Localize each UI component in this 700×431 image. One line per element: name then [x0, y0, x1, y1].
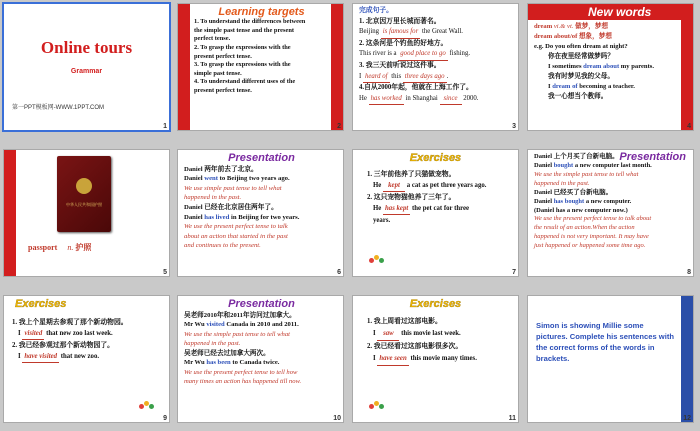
- sentence-text: I: [373, 355, 376, 362]
- sentence-cn: 2. 我已经看过这部电影很多次。: [367, 343, 463, 350]
- slide-title: New words: [588, 5, 652, 19]
- sentence-text: Canada in 2010 and 2011.: [226, 321, 299, 328]
- target-item: present perfect tense.: [194, 87, 252, 95]
- rule-text: happened in the past.: [534, 179, 590, 187]
- slide-thumbnail-7[interactable]: [353, 150, 518, 276]
- instruction-text: Simon is showing Millie some pictures. Complete his sentences with the correct forms of the words in brackets.: [536, 321, 674, 363]
- slide-title: Learning targets: [218, 6, 305, 18]
- target-item: the simple past tense and the present: [194, 26, 295, 34]
- answer-blank: has worked: [369, 94, 404, 106]
- example-en: my parents.: [620, 63, 655, 70]
- slide-side-strip: [331, 4, 343, 130]
- answer-blank: is famous for: [381, 27, 421, 39]
- rule-text: and continues to the present.: [184, 242, 261, 250]
- rule-text: We use the present perfect tense to talk: [184, 223, 288, 231]
- slide-title: Online tours: [40, 38, 133, 57]
- slide-number: 1: [163, 123, 167, 130]
- sentence-text: Beijing: [359, 28, 380, 36]
- sentence-text: a new computer last month.: [574, 162, 652, 169]
- slide-thumbnail-10[interactable]: [178, 296, 343, 422]
- target-item: 1. To understand the differences between: [194, 18, 306, 26]
- sentence-text: He: [373, 205, 382, 212]
- sentence-cn: 1. 北京因万里长城而著名。: [359, 17, 441, 25]
- example-en: e.g. Do you often dream at night?: [534, 43, 628, 50]
- emblem-icon: [76, 178, 92, 194]
- rule-text: about an action that started in the past: [184, 232, 288, 240]
- sentence-cn: 1. 我上周看过这部电影。: [367, 318, 442, 325]
- slide-side-strip: [4, 150, 16, 276]
- highlight: dream about: [583, 63, 620, 70]
- rule-text: We use simple past tense to tell what: [184, 184, 282, 192]
- sentence-cn: Daniel 已经在北京居住两年了。: [184, 203, 278, 211]
- sentence-text: He: [373, 182, 382, 189]
- sentence-text: I: [18, 330, 21, 337]
- target-item: 4. To understand different uses of the: [194, 78, 296, 86]
- rule-text: We use the simple past tense to tell what: [184, 330, 290, 338]
- slide-number: 7: [512, 269, 516, 276]
- flower-decoration-icon: [139, 400, 155, 410]
- slide-number: 4: [687, 123, 691, 130]
- answer-blank: good place to go: [398, 49, 448, 61]
- slide-thumbnail-11[interactable]: [353, 296, 518, 422]
- slide-thumbnail-5[interactable]: [4, 150, 169, 276]
- sentence-cn: Daniel 已经买了台新电脑。: [534, 188, 613, 196]
- slide-title: Presentation: [228, 152, 295, 164]
- slide-title: Presentation: [228, 298, 295, 310]
- slide-thumbnail-6[interactable]: [178, 150, 343, 276]
- sentence-text: I: [373, 330, 376, 337]
- slide-number: 2: [337, 123, 341, 130]
- rule-text: We use the simple past tense to tell what: [534, 170, 639, 178]
- slide-number: 10: [333, 415, 341, 422]
- answer-blank: saw: [377, 328, 399, 341]
- slide-title: Exercises: [409, 152, 462, 164]
- target-item: perfect tense.: [194, 35, 231, 43]
- sentence-cn: 2. 我已经参观过那个新动物园了。: [12, 342, 114, 349]
- word: dream: [534, 23, 553, 30]
- passport-cover-text: 中华人民共和国护照: [66, 202, 102, 207]
- sentence-cn: 吴老师已经去过加拿大两次。: [184, 349, 270, 357]
- flower-decoration-icon: [369, 254, 385, 264]
- word: passport: [28, 243, 58, 252]
- example-cn: 我有时梦见我的父母。: [548, 73, 614, 80]
- sentence-cn: 3. 我三天前听说过这件事。: [359, 61, 441, 69]
- sentence-text: in Beijing for two years.: [231, 213, 300, 221]
- sentence-text: this: [391, 72, 402, 80]
- answer-blank: kept: [383, 180, 405, 192]
- highlight: visited: [206, 321, 225, 328]
- sentence-text: Daniel: [184, 175, 203, 183]
- highlight: bought: [553, 162, 574, 169]
- part-of-speech: vi.& vt.: [553, 23, 574, 30]
- answer-blank: heard of: [363, 72, 390, 84]
- slide-title: Exercises: [409, 298, 462, 310]
- example-en: becoming a teacher.: [579, 83, 635, 90]
- answer-blank: has kept: [383, 203, 410, 215]
- rule-text: happened is not very important. It may have: [534, 233, 649, 241]
- slide-number: 6: [337, 269, 341, 276]
- sentence-text: Mr Wu: [184, 321, 205, 328]
- sentence-cn: 2. 这只宠物猫他养了三年了。: [367, 194, 456, 201]
- highlight: has bought: [553, 197, 585, 205]
- slide-thumbnail-8[interactable]: [528, 150, 693, 276]
- highlight: went: [204, 175, 218, 183]
- sentence-text: I: [18, 353, 21, 360]
- sentence-text: (Daniel has a new computer now.): [534, 206, 628, 214]
- sentence-cn: 1. 三年前他养了只猫做宠物。: [367, 171, 456, 178]
- slide-thumbnail-9[interactable]: [4, 296, 169, 422]
- sentence-text: a cat as pet three years ago.: [406, 182, 487, 189]
- slide-number: 8: [687, 269, 691, 276]
- sentence-cn: 吴老师2010年和2011年访问过加拿大。: [184, 311, 296, 319]
- answer-blank: have seen: [377, 353, 408, 366]
- sentence-text: Daniel: [534, 197, 553, 205]
- sentence-text: that new zoo.: [60, 353, 100, 360]
- target-item: simple past tense.: [194, 69, 242, 77]
- sentence-text: in Shanghai: [405, 94, 438, 102]
- sentence-text: this movie many times.: [410, 355, 477, 362]
- sentence-text: Daniel: [534, 162, 553, 169]
- highlight: has been: [206, 359, 231, 366]
- target-item: 3. To grasp the expressions with the: [194, 61, 291, 69]
- rule-text: many times an action has happened till now.: [184, 378, 302, 385]
- slide-thumbnail-2[interactable]: [178, 4, 343, 130]
- sentence-text: Mr Wu: [184, 359, 205, 366]
- slide-title: Presentation: [619, 151, 686, 163]
- flower-decoration-icon: [369, 400, 385, 410]
- sentence-text: .: [446, 72, 449, 80]
- meaning: 做梦，梦想: [575, 23, 609, 30]
- example-en: I sometimes: [548, 63, 582, 70]
- sentence-text: a new computer.: [585, 197, 632, 205]
- rule-text: We use the present perfect tense to talk about: [534, 215, 652, 223]
- sentence-text: the Great Wall.: [421, 28, 463, 36]
- highlight: dream of: [552, 83, 578, 90]
- example-cn: 我一心想当个教师。: [548, 93, 608, 100]
- slide-side-strip: [681, 296, 693, 422]
- answer-blank: since: [440, 94, 462, 106]
- slide-number: 5: [163, 269, 167, 276]
- rule-text: happened in the past.: [184, 340, 241, 347]
- sentence-cn: 1. 我上个星期去参观了那个新动物园。: [12, 319, 128, 326]
- slide-side-strip: [681, 4, 693, 130]
- slide-number: 12: [683, 415, 691, 422]
- rule-text: happened in the past.: [184, 194, 242, 202]
- slide-thumbnail-1[interactable]: [4, 4, 169, 130]
- answer-blank: have visited: [22, 351, 59, 363]
- slide-number: 3: [512, 123, 516, 130]
- highlight: has lived: [204, 213, 230, 221]
- meaning: 想象，梦想: [578, 33, 612, 40]
- slide-title: 完成句子。: [359, 7, 393, 14]
- example-cn: 你在夜里经常做梦吗？: [548, 53, 614, 60]
- passport-image: [57, 156, 111, 232]
- slide-number: 11: [508, 415, 516, 422]
- rule-text: just happened or happened some time ago.: [534, 242, 646, 250]
- sentence-text: Daniel: [184, 213, 203, 221]
- rule-text: the result of an action.When the action: [534, 224, 635, 232]
- slide-side-strip: [178, 4, 190, 130]
- sentence-text: to Beijing two years ago.: [219, 175, 290, 183]
- sentence-text: the pet cat for three: [411, 205, 470, 212]
- sentence-cn: Daniel 上个月买了台新电脑。: [534, 153, 619, 160]
- answer-blank: three days ago: [403, 72, 447, 84]
- slide-footer: 第一PPT模板网-WWW.1PPT.COM: [12, 105, 104, 111]
- example-en: I: [548, 83, 551, 90]
- sentence-cn: Daniel 两年前去了北京。: [184, 165, 258, 173]
- slide-thumbnail-3[interactable]: [353, 4, 518, 130]
- slide-thumbnail-12[interactable]: [528, 296, 693, 422]
- slide-number: 9: [163, 415, 167, 422]
- sentence-text: fishing.: [449, 50, 471, 58]
- slide-thumbnail-4[interactable]: [528, 4, 693, 130]
- sentence-text: this movie last week.: [401, 330, 461, 337]
- sentence-text: 2000.: [463, 94, 479, 102]
- word: dream about/of: [534, 33, 578, 40]
- sentence-text: He: [359, 94, 367, 102]
- target-item: 2. To grasp the expressions with the: [194, 44, 291, 52]
- sentence-text: to Canada twice.: [232, 359, 280, 366]
- sentence-cn: 2. 这条河是个钓鱼的好地方。: [359, 39, 448, 47]
- answer-blank: visited: [22, 328, 44, 340]
- slide-subtitle: Grammar: [70, 68, 103, 75]
- sentence-cn: 4.自从2000年起，他就在上海工作了。: [359, 84, 473, 92]
- rule-text: We use the present perfect tense to tell how: [184, 368, 298, 376]
- sentence-text: I: [359, 72, 362, 80]
- sentence-text: that new zoo last week.: [46, 330, 113, 337]
- sentence-text: This river is a: [359, 50, 397, 58]
- slide-title: Exercises: [15, 298, 67, 310]
- meaning: 护照: [75, 243, 92, 252]
- sentence-text: years.: [373, 217, 391, 224]
- part-of-speech: n.: [67, 243, 74, 252]
- target-item: present perfect tense.: [194, 52, 252, 60]
